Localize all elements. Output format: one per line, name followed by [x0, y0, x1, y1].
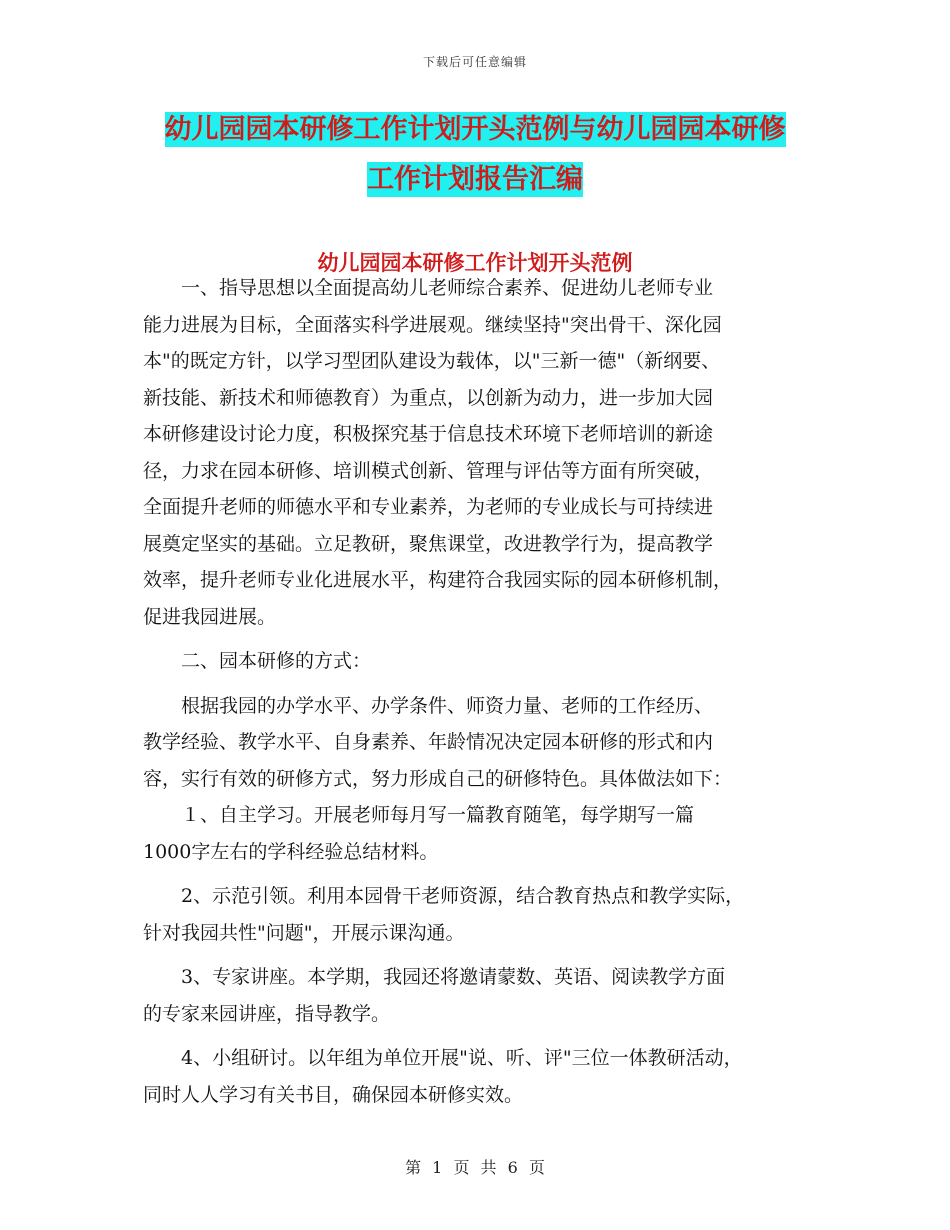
- text-line: 全面提升老师的师德水平和专业素养，为老师的专业成长与可持续进: [143, 496, 714, 518]
- text-line: １、自主学习。开展老师每月写一篇教育随笔，每学期写一篇: [143, 804, 695, 826]
- text-line: 2、示范引领。利用本园骨干老师资源，结合教育热点和教学实际，: [143, 885, 745, 907]
- section-title: 幼儿园园本研修工作计划开头范例: [317, 251, 633, 275]
- text-line: 根据我园的办学水平、办学条件、师资力量、老师的工作经历、: [143, 694, 714, 717]
- text-line: 新技能、新技术和师德教育）为重点，以创新为动力，进一步加大园: [143, 386, 714, 409]
- text-line: 一、指导思想以全面提高幼儿老师综合素养、促进幼儿老师专业: [143, 277, 714, 299]
- text-line: 展奠定坚实的基础。立足教研，聚焦课堂，改进教学行为，提高教学: [143, 532, 714, 555]
- text-line: 教学经验、教学水平、自身素养、年龄情况决定园本研修的形式和内: [143, 731, 714, 753]
- text-line: 径，力求在园本研修、培训模式创新、管理与评估等方面有所突破，: [143, 459, 714, 482]
- header-note: 下载后可任意编辑: [422, 55, 527, 69]
- text-line: 1000字左右的学科经验总结材料。: [143, 840, 439, 863]
- title-line-2: 工作计划报告汇编: [367, 164, 583, 195]
- text-line: 效率，提升老师专业化进展水平，构建符合我园实际的园本研修机制，: [143, 569, 733, 591]
- text-line: 3、专家讲座。本学期，我园还将邀请蒙数、英语、阅读教学方面: [143, 966, 726, 988]
- text-line: 本"的既定方针，以学习型团队建设为载体，以"三新一德"（新纲要、: [143, 350, 721, 372]
- text-line: 能力进展为目标，全面落实科学进展观。继续坚持"突出骨干、深化园: [143, 313, 722, 336]
- text-line: 本研修建设讨论力度，积极探究基于信息技术环境下老师培训的新途: [143, 423, 714, 445]
- text-line: 促进我园进展。: [143, 605, 277, 628]
- body-text: [143, 270, 833, 1113]
- text-line: 的专家来园讲座，指导教学。: [143, 1002, 391, 1025]
- text-line: 4、小组研讨。以年组为单位开展"说、听、评"三位一体教研活动，: [143, 1047, 743, 1069]
- text-line: 容，实行有效的研修方式，努力形成自己的研修特色。具体做法如下：: [143, 767, 733, 790]
- page-footer: 第 1 页 共 6 页: [405, 1158, 545, 1177]
- document-title: [0, 105, 950, 205]
- title-line-1: 幼儿园园本研修工作计划开头范例与幼儿园园本研修: [164, 114, 786, 145]
- text-line: 二、园本研修的方式：: [143, 650, 372, 672]
- text-line: 同时人人学习有关书目，确保园本研修实效。: [143, 1083, 524, 1106]
- text-line: 针对我园共性"问题"，开展示课沟通。: [143, 921, 465, 944]
